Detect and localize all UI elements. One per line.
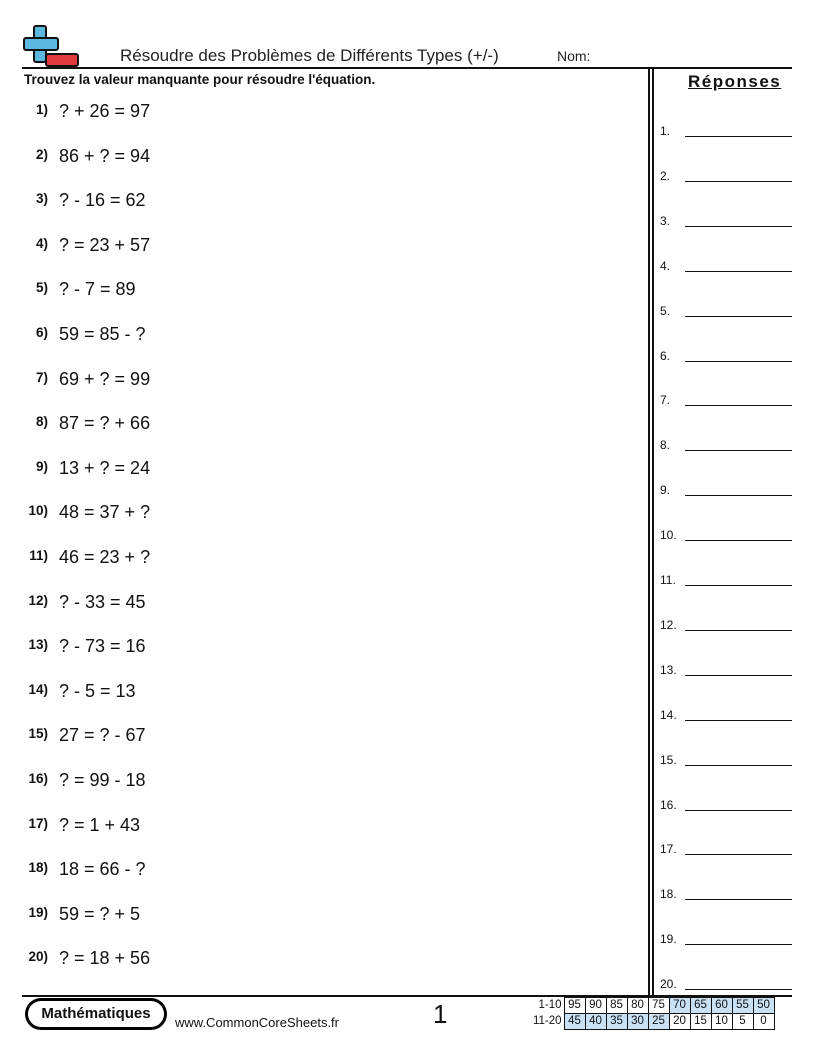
answers-title: Réponses (688, 72, 782, 91)
problem-expression: 48 = 37 + ? (59, 502, 151, 523)
name-label: Nom: (557, 48, 591, 64)
answer-item[interactable] (660, 796, 792, 816)
problem-expression: 59 = 85 - ? (59, 324, 146, 344)
problem-item (0, 135, 640, 179)
answer-line[interactable] (685, 226, 792, 227)
problem-item (0, 90, 640, 134)
score-row-label: 11-20 (532, 1015, 562, 1027)
answer-number: 6. (660, 348, 671, 363)
answer-item[interactable] (660, 302, 792, 322)
score-cell: 40 (585, 1014, 606, 1030)
problem-number: 11) (29, 548, 48, 563)
problem-number: 9) (35, 458, 48, 474)
problem-item (0, 491, 640, 535)
answer-item[interactable] (660, 571, 792, 591)
column-divider (648, 67, 650, 996)
answer-line[interactable] (685, 854, 792, 855)
problem-expression: ? - 5 = 13 (59, 680, 136, 701)
answer-number: 19. (660, 932, 677, 947)
score-row (529, 998, 774, 1014)
score-table (529, 997, 775, 1030)
answer-number: 11. (660, 573, 676, 587)
problem-item (0, 848, 640, 892)
answer-item[interactable] (660, 526, 792, 546)
problem-item (0, 402, 640, 446)
problem-number: 20) (28, 949, 48, 965)
score-cell: 80 (627, 998, 648, 1014)
answer-line[interactable] (685, 405, 792, 406)
answer-line[interactable] (685, 810, 792, 811)
answer-line[interactable] (685, 316, 792, 317)
problem-number: 18) (28, 860, 48, 876)
answer-item[interactable] (660, 436, 792, 456)
problem-number: 19) (28, 904, 48, 920)
score-cell: 15 (690, 1014, 711, 1030)
answer-item[interactable] (660, 751, 792, 771)
score-row (529, 1014, 774, 1030)
answer-item[interactable] (660, 661, 792, 681)
subject-badge (25, 998, 167, 1030)
problem-number: 14) (28, 681, 48, 697)
answer-item[interactable] (660, 930, 792, 950)
answer-number: 18. (660, 887, 677, 902)
problem-number: 2) (35, 146, 48, 162)
answer-number: 4. (660, 258, 671, 273)
answer-item[interactable] (660, 212, 792, 232)
answer-number: 15. (660, 752, 677, 767)
problem-item (0, 224, 640, 268)
problem-number: 10) (28, 503, 48, 519)
problem-expression: ? - 7 = 89 (59, 279, 136, 300)
problem-expression: ? + 26 = 97 (59, 101, 151, 121)
problem-expression: 18 = 66 - ? (59, 859, 146, 880)
answer-line[interactable] (685, 540, 792, 541)
answer-item[interactable] (660, 257, 792, 277)
score-cell: 65 (690, 998, 711, 1014)
score-cell: 55 (732, 998, 753, 1014)
problem-expression: ? - 33 = 45 (59, 591, 146, 612)
answer-line[interactable] (685, 361, 792, 362)
answer-item[interactable] (660, 616, 792, 636)
problem-item (0, 358, 640, 402)
answer-number: 10. (660, 528, 677, 543)
problem-item (0, 447, 640, 491)
score-cell: 75 (648, 998, 669, 1014)
answer-item[interactable] (660, 347, 792, 367)
answer-number: 16. (660, 797, 677, 812)
answer-item[interactable] (660, 167, 792, 187)
score-cell: 50 (753, 998, 774, 1014)
score-row-label: 1-10 (538, 999, 562, 1011)
answer-item[interactable] (660, 481, 792, 501)
problem-number: 16) (28, 771, 48, 786)
subject-badge-label: Mathématiques (28, 1001, 164, 1027)
problem-number: 7) (35, 369, 48, 385)
score-cell: 0 (753, 1014, 774, 1030)
page-number: 1 (433, 999, 448, 1029)
problem-item (0, 714, 640, 758)
score-cell: 30 (627, 1014, 648, 1030)
problem-expression: 13 + ? = 24 (59, 457, 151, 478)
problem-number: 15) (28, 726, 48, 742)
problem-item (0, 670, 640, 714)
answer-line[interactable] (685, 585, 792, 586)
problem-item (0, 268, 640, 312)
answer-number: 1. (660, 124, 671, 138)
answer-number: 9. (660, 483, 671, 498)
answer-item[interactable] (660, 840, 792, 860)
answer-number: 17. (660, 842, 677, 857)
problem-expression: ? = 99 - 18 (59, 770, 146, 790)
score-cell: 45 (564, 1014, 585, 1030)
problem-number: 1) (35, 102, 48, 117)
page-title: Résoudre des Problèmes de Différents Types (+/-) (120, 46, 499, 65)
column-divider (652, 67, 654, 996)
answer-item[interactable] (660, 885, 792, 905)
problem-number: 3) (35, 191, 48, 207)
problem-expression: 27 = ? - 67 (59, 725, 146, 746)
answer-number: 7. (660, 393, 671, 408)
problem-number: 13) (28, 637, 48, 653)
score-cell: 35 (606, 1014, 627, 1030)
problem-expression: 86 + ? = 94 (59, 145, 151, 166)
answer-number: 3. (660, 213, 671, 228)
problem-expression: ? = 23 + 57 (59, 234, 151, 255)
answer-number: 2. (660, 168, 671, 183)
problem-expression: ? = 18 + 56 (59, 948, 151, 969)
problem-item (0, 937, 640, 981)
answer-number: 14. (660, 707, 677, 722)
problem-item (0, 179, 640, 223)
score-cell: 95 (564, 998, 585, 1014)
answer-line[interactable] (685, 495, 792, 496)
score-cell: 60 (711, 998, 732, 1014)
problem-item (0, 625, 640, 669)
score-cell: 90 (585, 998, 606, 1014)
score-cell: 10 (711, 1014, 732, 1030)
score-cell: 70 (669, 998, 690, 1014)
answer-line[interactable] (685, 450, 792, 451)
answer-line[interactable] (685, 630, 792, 631)
problem-number: 6) (35, 325, 48, 340)
answer-line[interactable] (685, 765, 792, 766)
answer-item[interactable] (660, 391, 792, 411)
problem-number: 5) (35, 280, 48, 296)
score-cell: 20 (669, 1014, 690, 1030)
answer-number: 8. (660, 438, 671, 453)
answer-line[interactable] (685, 271, 792, 272)
answer-line[interactable] (685, 899, 792, 900)
score-cell: 85 (606, 998, 627, 1014)
problem-item (0, 893, 640, 937)
answer-item[interactable] (660, 975, 792, 995)
header-rule (22, 67, 792, 69)
problem-number: 17) (28, 815, 48, 831)
problem-item (0, 759, 640, 803)
answer-item[interactable] (660, 706, 792, 726)
problem-expression: 87 = ? + 66 (59, 413, 151, 434)
answer-number: 20. (660, 977, 677, 992)
answer-line[interactable] (685, 720, 792, 721)
score-cell: 25 (648, 1014, 669, 1030)
answer-item[interactable] (660, 122, 792, 142)
plus-minus-icon (22, 24, 80, 68)
problem-item (0, 536, 640, 580)
problem-item (0, 581, 640, 625)
answer-line[interactable] (685, 944, 792, 945)
score-cell: 5 (732, 1014, 753, 1030)
problem-expression: ? - 73 = 16 (59, 636, 146, 657)
answer-number: 13. (660, 662, 677, 677)
problem-number: 12) (28, 592, 48, 608)
problem-expression: 46 = 23 + ? (59, 547, 151, 567)
problem-expression: 59 = ? + 5 (59, 903, 141, 924)
problem-item (0, 804, 640, 848)
site-url: www.CommonCoreSheets.fr (175, 1015, 339, 1030)
problem-expression: ? - 16 = 62 (59, 190, 146, 211)
problem-expression: 69 + ? = 99 (59, 368, 151, 389)
problem-item (0, 313, 640, 357)
instructions: Trouvez la valeur manquante pour résoudre l'équation. (24, 72, 376, 87)
problem-number: 4) (35, 235, 48, 251)
answer-number: 12. (660, 617, 677, 632)
problem-expression: ? = 1 + 43 (59, 814, 141, 835)
answer-line[interactable] (685, 181, 792, 182)
answer-line[interactable] (685, 989, 792, 990)
answer-line[interactable] (685, 136, 792, 137)
answer-line[interactable] (685, 675, 792, 676)
answer-number: 5. (660, 303, 671, 318)
problem-number: 8) (35, 414, 48, 430)
